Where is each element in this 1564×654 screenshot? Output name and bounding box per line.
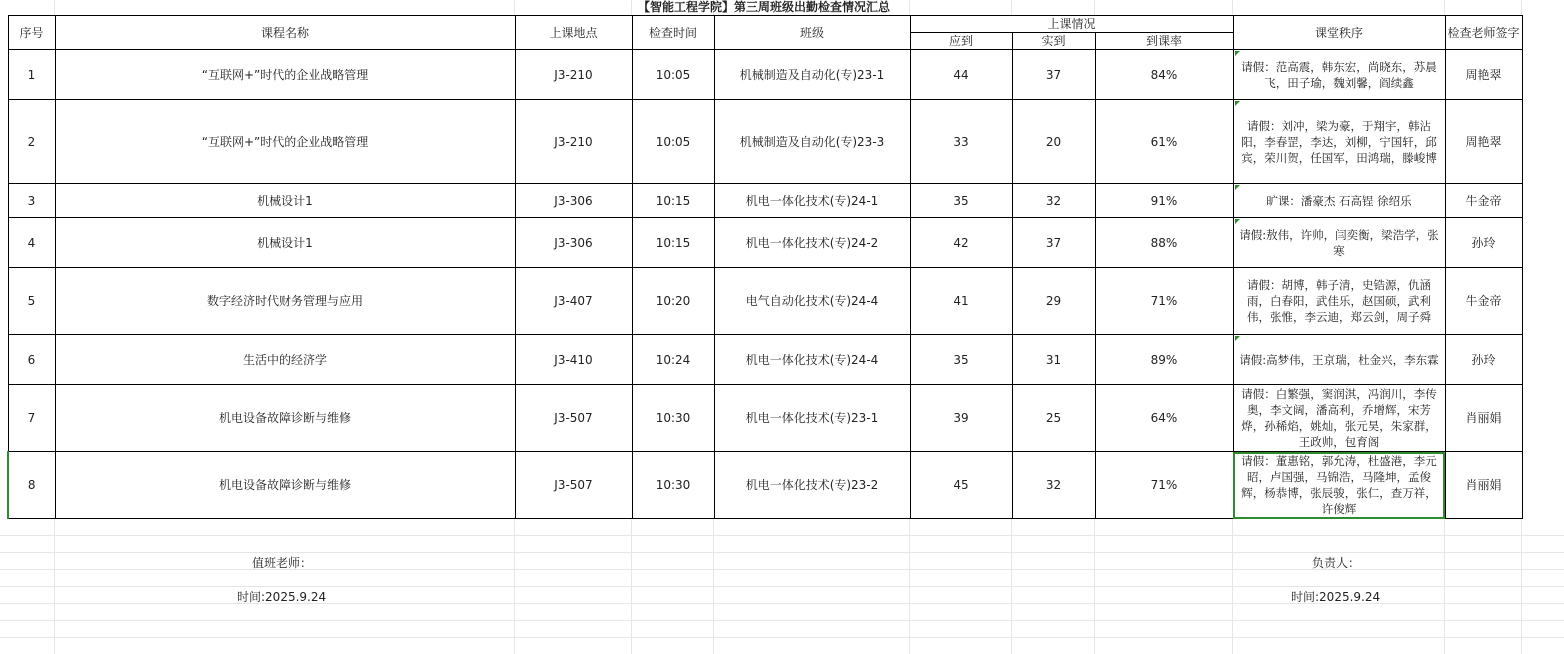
- cell-course[interactable]: 机械设计1: [55, 184, 515, 218]
- cell-location[interactable]: J3-407: [515, 268, 632, 335]
- responsible-time: 时间:2025.9.24: [1291, 590, 1381, 604]
- cell-expected[interactable]: 35: [910, 335, 1012, 385]
- cell-course[interactable]: 生活中的经济学: [55, 335, 515, 385]
- cell-actual[interactable]: 20: [1012, 100, 1095, 184]
- cell-actual[interactable]: 32: [1012, 184, 1095, 218]
- header-course[interactable]: 课程名称: [55, 16, 515, 50]
- cell-rate[interactable]: 71%: [1095, 268, 1233, 335]
- cell-order[interactable]: 请假：白繁强，窦润淇，冯润川，李传奥，李文阔，潘高利，乔增辉，宋芳烨，孙稀焰，姚灿，张元昊，朱家群，王政帅，包育阁: [1233, 385, 1445, 452]
- cell-course[interactable]: “互联网+”时代的企业战略管理: [55, 100, 515, 184]
- table-row: [8, 385, 1522, 452]
- cell-location[interactable]: J3-210: [515, 50, 632, 100]
- cell-location[interactable]: J3-507: [515, 385, 632, 452]
- cell-time[interactable]: 10:05: [632, 50, 714, 100]
- header-class[interactable]: 班级: [714, 16, 910, 50]
- cell-location[interactable]: J3-306: [515, 184, 632, 218]
- cell-location[interactable]: J3-410: [515, 335, 632, 385]
- cell-location[interactable]: J3-507: [515, 452, 632, 519]
- header-teacher[interactable]: 检查老师签字: [1445, 16, 1522, 50]
- cell-order[interactable]: 旷课：潘豪杰 石高锃 徐绍乐: [1233, 184, 1445, 218]
- table-row: [8, 100, 1522, 184]
- grid-line: [0, 552, 1564, 553]
- grid-line: [0, 637, 1564, 638]
- cell-actual[interactable]: 29: [1012, 268, 1095, 335]
- cell-no[interactable]: 1: [8, 50, 55, 100]
- duty-teacher-label: 值班老师：: [252, 556, 313, 570]
- cell-order[interactable]: 请假：范高震，韩东宏，尚晓东，苏晨飞，田子瑜，魏刘馨，阎续鑫: [1233, 50, 1445, 100]
- grid-line: [0, 535, 1564, 536]
- cell-expected[interactable]: 33: [910, 100, 1012, 184]
- cell-teacher[interactable]: 孙玲: [1445, 218, 1522, 268]
- cell-no[interactable]: 4: [8, 218, 55, 268]
- cell-no[interactable]: 3: [8, 184, 55, 218]
- cell-order[interactable]: 请假:高梦伟，王京瑞，杜金兴，李东霖: [1233, 335, 1445, 385]
- cell-rate[interactable]: 71%: [1095, 452, 1233, 519]
- table-row: [8, 452, 1522, 519]
- header-rate[interactable]: 到课率: [1095, 33, 1233, 50]
- header-time[interactable]: 检查时间: [632, 16, 714, 50]
- sheet-title: 【智能工程学院】第三周班级出勤检查情况汇总: [7, 0, 1521, 16]
- cell-time[interactable]: 10:05: [632, 100, 714, 184]
- cell-class[interactable]: 机电一体化技术(专)24-1: [714, 184, 910, 218]
- cell-teacher[interactable]: 周艳翠: [1445, 100, 1522, 184]
- cell-no[interactable]: 5: [8, 268, 55, 335]
- cell-class[interactable]: 机电一体化技术(专)24-4: [714, 335, 910, 385]
- cell-expected[interactable]: 45: [910, 452, 1012, 519]
- cell-location[interactable]: J3-306: [515, 218, 632, 268]
- duty-time: 时间:2025.9.24: [237, 590, 327, 604]
- cell-time[interactable]: 10:15: [632, 218, 714, 268]
- cell-class[interactable]: 机电一体化技术(专)24-2: [714, 218, 910, 268]
- cell-order[interactable]: 请假：刘冲，梁为豪，于翔宇，韩沾阳，李春罡，李达，刘柳，宁国轩，邱宾，荣川贺，任国军，田鸿瑞，滕峻博: [1233, 100, 1445, 184]
- cell-no[interactable]: 6: [8, 335, 55, 385]
- cell-time[interactable]: 10:20: [632, 268, 714, 335]
- cell-course[interactable]: 机电设备故障诊断与维修: [55, 452, 515, 519]
- cell-actual[interactable]: 32: [1012, 452, 1095, 519]
- cell-time[interactable]: 10:15: [632, 184, 714, 218]
- cell-actual[interactable]: 31: [1012, 335, 1095, 385]
- cell-rate[interactable]: 84%: [1095, 50, 1233, 100]
- cell-actual[interactable]: 25: [1012, 385, 1095, 452]
- header-attendance[interactable]: 上课情况: [910, 16, 1233, 33]
- cell-actual[interactable]: 37: [1012, 50, 1095, 100]
- cell-course[interactable]: “互联网+”时代的企业战略管理: [55, 50, 515, 100]
- cell-course[interactable]: 机电设备故障诊断与维修: [55, 385, 515, 452]
- cell-expected[interactable]: 44: [910, 50, 1012, 100]
- cell-order[interactable]: 请假：胡博，韩子清，史锆源，仇涵雨，白春阳，武佳乐，赵国硕，武利伟，张惟，李云迪，郑云剑，周子舜: [1233, 268, 1445, 335]
- cell-expected[interactable]: 41: [910, 268, 1012, 335]
- grid-line: [0, 586, 1564, 587]
- cell-class[interactable]: 电气自动化技术(专)24-4: [714, 268, 910, 335]
- cell-rate[interactable]: 91%: [1095, 184, 1233, 218]
- cell-order-selected[interactable]: 请假：董惠铭，郭允涛，杜盛港，李元昭，卢国强，马锦浩，马隆坤，孟俊辉，杨恭博，张辰骏，张仁，查万祥，许俊辉: [1233, 452, 1445, 519]
- cell-time[interactable]: 10:30: [632, 452, 714, 519]
- cell-class[interactable]: 机械制造及自动化(专)23-1: [714, 50, 910, 100]
- table-row: [8, 184, 1522, 218]
- table-row: [8, 335, 1522, 385]
- header-expected[interactable]: 应到: [910, 33, 1012, 50]
- cell-no[interactable]: 8: [8, 452, 55, 519]
- header-actual[interactable]: 实到: [1012, 33, 1095, 50]
- cell-class[interactable]: 机械制造及自动化(专)23-3: [714, 100, 910, 184]
- cell-time[interactable]: 10:30: [632, 385, 714, 452]
- cell-order[interactable]: 请假:敖伟，许帅，闫奕衡，梁浩学，张寒: [1233, 218, 1445, 268]
- table-row: [8, 268, 1522, 335]
- cell-course[interactable]: 机械设计1: [55, 218, 515, 268]
- cell-expected[interactable]: 35: [910, 184, 1012, 218]
- cell-expected[interactable]: 39: [910, 385, 1012, 452]
- header-location[interactable]: 上课地点: [515, 16, 632, 50]
- header-row: [8, 16, 1522, 33]
- responsible-label: 负责人：: [1312, 556, 1361, 570]
- cell-course[interactable]: 数字经济时代财务管理与应用: [55, 268, 515, 335]
- cell-rate[interactable]: 61%: [1095, 100, 1233, 184]
- cell-no[interactable]: 7: [8, 385, 55, 452]
- header-no[interactable]: 序号: [8, 16, 55, 50]
- cell-location[interactable]: J3-210: [515, 100, 632, 184]
- grid-line: [0, 620, 1564, 621]
- cell-no[interactable]: 2: [8, 100, 55, 184]
- table-row: [8, 218, 1522, 268]
- cell-teacher[interactable]: 牛金帝: [1445, 268, 1522, 335]
- cell-teacher[interactable]: 肖丽娟: [1445, 385, 1522, 452]
- cell-teacher[interactable]: 肖丽娟: [1445, 452, 1522, 519]
- table-row: [8, 50, 1522, 100]
- cell-rate[interactable]: 64%: [1095, 385, 1233, 452]
- header-order[interactable]: 课堂秩序: [1233, 16, 1445, 50]
- attendance-table: [7, 15, 1523, 519]
- cell-class[interactable]: 机电一体化技术(专)23-1: [714, 385, 910, 452]
- cell-teacher[interactable]: 孙玲: [1445, 335, 1522, 385]
- cell-teacher[interactable]: 周艳翠: [1445, 50, 1522, 100]
- cell-teacher[interactable]: 牛金帝: [1445, 184, 1522, 218]
- cell-rate[interactable]: 88%: [1095, 218, 1233, 268]
- cell-expected[interactable]: 42: [910, 218, 1012, 268]
- cell-rate[interactable]: 89%: [1095, 335, 1233, 385]
- cell-class[interactable]: 机电一体化技术(专)23-2: [714, 452, 910, 519]
- cell-time[interactable]: 10:24: [632, 335, 714, 385]
- cell-actual[interactable]: 37: [1012, 218, 1095, 268]
